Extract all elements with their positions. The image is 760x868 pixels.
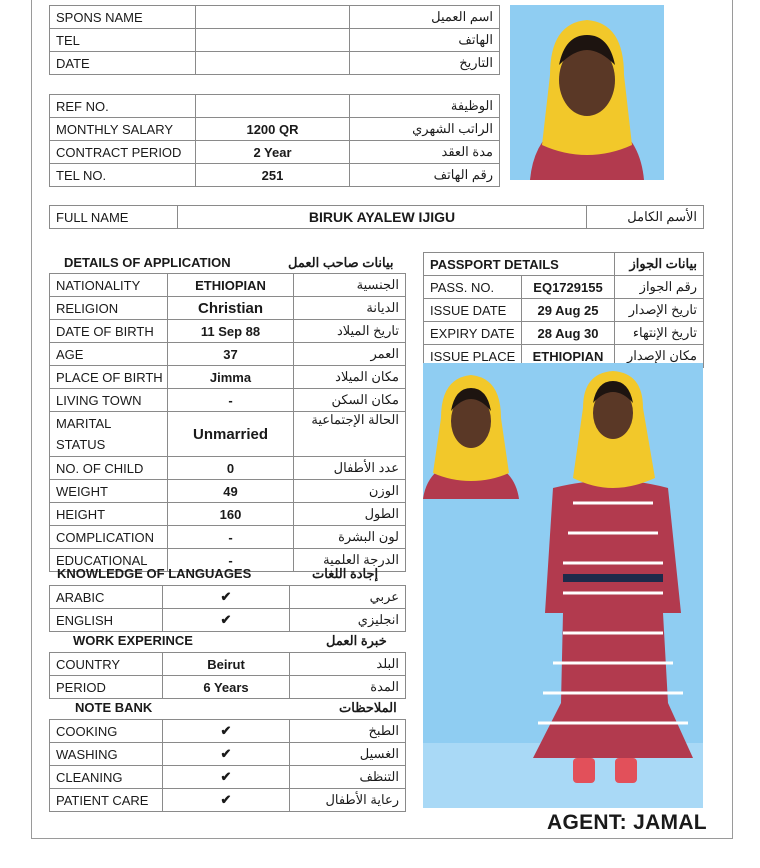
row-value — [196, 52, 350, 75]
row-label-ar: مكان السكن — [294, 389, 406, 412]
row-label: PASS. NO. — [424, 276, 522, 299]
table-row — [50, 297, 406, 320]
row-label-ar: رقم الهاتف — [350, 164, 500, 187]
table-row — [50, 29, 500, 52]
row-label-ar: العمر — [294, 343, 406, 366]
experience-title: WORK EXPERINCE — [73, 633, 193, 648]
row-value: Christian — [168, 297, 294, 320]
row-value: 2 Year — [196, 141, 350, 164]
row-label: PATIENT CARE — [50, 789, 163, 812]
row-label: EDUCATIONAL — [50, 549, 168, 572]
table-row — [50, 366, 406, 389]
row-label: AGE — [50, 343, 168, 366]
table-row — [424, 276, 704, 299]
row-value: 28 Aug 30 — [522, 322, 615, 345]
table-row — [50, 164, 500, 187]
languages-table — [49, 585, 406, 632]
application-table — [49, 273, 406, 572]
row-label-ar: الوظيفة — [350, 95, 500, 118]
row-label: NATIONALITY — [50, 274, 168, 297]
row-label: NO. OF CHILD — [50, 457, 168, 480]
notes-title-ar: الملاحظات — [339, 700, 397, 715]
full-body-figure-icon — [423, 363, 703, 808]
table-row — [50, 343, 406, 366]
table-row — [50, 320, 406, 343]
row-value: ✔ — [163, 743, 290, 766]
passport-title-ar: بيانات الجواز — [615, 253, 704, 276]
row-label: WEIGHT — [50, 480, 168, 503]
row-label-ar: تاريخ الإنتهاء — [615, 322, 704, 345]
row-value: ✔ — [163, 789, 290, 812]
table-row — [50, 95, 500, 118]
row-label-ar: الديانة — [294, 297, 406, 320]
row-label-ar: عربي — [290, 586, 406, 609]
table-row — [50, 6, 500, 29]
row-value: ✔ — [163, 766, 290, 789]
experience-table — [49, 652, 406, 699]
row-value: ✔ — [163, 586, 290, 609]
row-label: PERIOD — [50, 676, 163, 699]
row-label: CLEANING — [50, 766, 163, 789]
table-row — [50, 653, 406, 676]
row-label: COUNTRY — [50, 653, 163, 676]
table-row — [50, 609, 406, 632]
row-label: COMPLICATION — [50, 526, 168, 549]
row-value: 160 — [168, 503, 294, 526]
row-label: PLACE OF BIRTH — [50, 366, 168, 389]
table-row — [50, 720, 406, 743]
row-value: 37 — [168, 343, 294, 366]
table-row — [50, 412, 406, 457]
row-value: 11 Sep 88 — [168, 320, 294, 343]
row-value: Unmarried — [168, 412, 294, 457]
row-value: ETHIOPIAN — [168, 274, 294, 297]
row-label-ar: انجليزي — [290, 609, 406, 632]
table-row — [50, 586, 406, 609]
row-label: MONTHLY SALARY — [50, 118, 196, 141]
row-value: 1200 QR — [196, 118, 350, 141]
notes-table — [49, 719, 406, 812]
row-label: COOKING — [50, 720, 163, 743]
fullname-value: BIRUK AYALEW IJIGU — [178, 206, 587, 229]
row-value: - — [168, 389, 294, 412]
fullname-label-ar: الأسم الكامل — [587, 206, 704, 229]
row-label-ar: التنظف — [290, 766, 406, 789]
row-label: REF NO. — [50, 95, 196, 118]
row-value: Beirut — [163, 653, 290, 676]
row-label-ar: المدة — [290, 676, 406, 699]
row-value — [196, 29, 350, 52]
row-label-ar: الغسيل — [290, 743, 406, 766]
row-label: CONTRACT PERIOD — [50, 141, 196, 164]
row-value — [196, 95, 350, 118]
languages-title-ar: إجادة اللغات — [312, 566, 379, 581]
notes-title: NOTE BANK — [75, 700, 153, 715]
row-value: ETHIOPIAN — [522, 345, 615, 368]
table-row — [50, 141, 500, 164]
row-label-ar: الهاتف — [350, 29, 500, 52]
row-value: Jimma — [168, 366, 294, 389]
row-value: ✔ — [163, 720, 290, 743]
row-label-ar: لون البشرة — [294, 526, 406, 549]
row-label-ar: تاريخ الميلاد — [294, 320, 406, 343]
row-label: SPONS NAME — [50, 6, 196, 29]
table-row — [50, 118, 500, 141]
row-label-ar: الطول — [294, 503, 406, 526]
row-label-ar: البلد — [290, 653, 406, 676]
table-row — [50, 389, 406, 412]
table-row — [424, 322, 704, 345]
table-row — [50, 52, 500, 75]
row-label: ARABIC — [50, 586, 163, 609]
row-label-ar: عدد الأطفال — [294, 457, 406, 480]
row-value: 0 — [168, 457, 294, 480]
experience-title-ar: خبرة العمل — [326, 633, 387, 648]
row-label-ar: التاريخ — [350, 52, 500, 75]
row-label: WASHING — [50, 743, 163, 766]
row-label-ar: الراتب الشهري — [350, 118, 500, 141]
row-label-ar: مدة العقد — [350, 141, 500, 164]
row-value: 6 Years — [163, 676, 290, 699]
row-value: - — [168, 526, 294, 549]
row-label-ar: الوزن — [294, 480, 406, 503]
row-label-ar: رعاية الأطفال — [290, 789, 406, 812]
fullname-table — [49, 205, 704, 229]
table-row — [50, 480, 406, 503]
row-label-ar: الحالة الإجتماعية — [294, 412, 406, 457]
table-row — [424, 299, 704, 322]
sponsor-table — [49, 5, 500, 75]
row-label: DATE OF BIRTH — [50, 320, 168, 343]
passport-title: PASSPORT DETAILS — [424, 253, 615, 276]
row-label: TEL — [50, 29, 196, 52]
row-value: - — [168, 549, 294, 572]
row-label-ar: الطبخ — [290, 720, 406, 743]
table-row — [50, 503, 406, 526]
table-row — [50, 676, 406, 699]
row-label: ENGLISH — [50, 609, 163, 632]
row-label: RELIGION — [50, 297, 168, 320]
row-label-ar: تاريخ الإصدار — [615, 299, 704, 322]
row-label-ar: اسم العميل — [350, 6, 500, 29]
portrait-figure-icon — [510, 5, 664, 180]
table-row — [50, 743, 406, 766]
portrait-photo — [510, 5, 664, 180]
table-row — [50, 457, 406, 480]
contract-table — [49, 94, 500, 187]
row-label: MARITAL STATUS — [50, 412, 168, 457]
table-row — [50, 526, 406, 549]
row-label: LIVING TOWN — [50, 389, 168, 412]
row-label: ISSUE DATE — [424, 299, 522, 322]
row-label: ISSUE PLACE — [424, 345, 522, 368]
row-label: DATE — [50, 52, 196, 75]
fullname-label: FULL NAME — [50, 206, 178, 229]
row-value: 29 Aug 25 — [522, 299, 615, 322]
row-label: EXPIRY DATE — [424, 322, 522, 345]
row-value: EQ1729155 — [522, 276, 615, 299]
row-label-ar: الدرجة العلمية — [294, 549, 406, 572]
table-row — [50, 789, 406, 812]
row-value: 49 — [168, 480, 294, 503]
agent-label: AGENT: JAMAL — [547, 811, 707, 834]
table-row — [50, 766, 406, 789]
row-label-ar: الجنسية — [294, 274, 406, 297]
row-label: HEIGHT — [50, 503, 168, 526]
application-title: DETAILS OF APPLICATION — [64, 255, 231, 270]
row-value: 251 — [196, 164, 350, 187]
passport-table — [423, 252, 704, 368]
row-value: ✔ — [163, 609, 290, 632]
row-label-ar: مكان الإصدار — [615, 345, 704, 368]
row-label-ar: رقم الجواز — [615, 276, 704, 299]
full-body-photo — [423, 363, 703, 808]
row-label: TEL NO. — [50, 164, 196, 187]
table-row — [50, 274, 406, 297]
row-label-ar: مكان الميلاد — [294, 366, 406, 389]
application-title-ar: بيانات صاحب العمل — [288, 255, 394, 270]
row-value — [196, 6, 350, 29]
languages-title: KNOWLEDGE OF LANGUAGES — [57, 566, 252, 581]
